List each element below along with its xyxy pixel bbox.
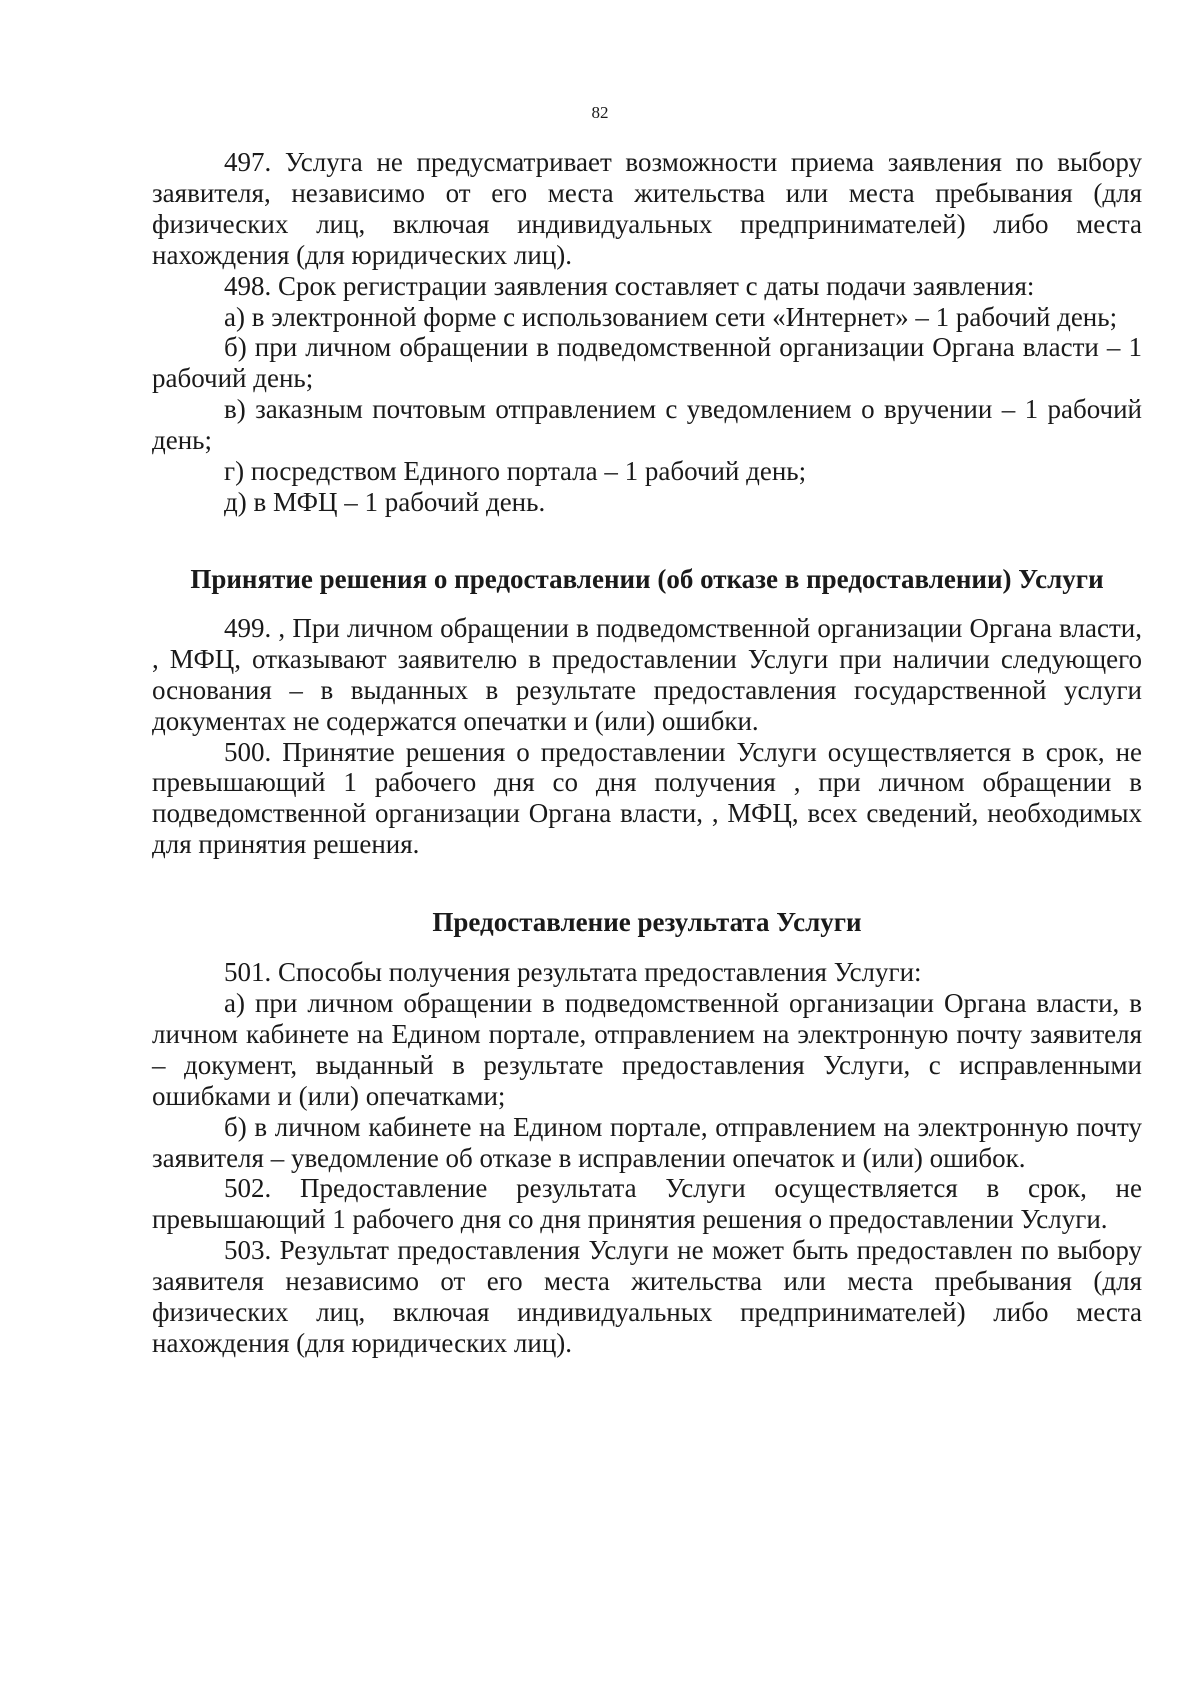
paragraph-497: 497. Услуга не предусматривает возможности приема заявления по выбору заявителя, независимо от его места жительства или места пребывания (для физических лиц, включая индивидуальных предпринимателей) либо места нахождения (для юридических лиц). [152, 147, 1142, 270]
list-item-a: а) в электронной форме с использованием сети «Интернет» – 1 рабочий день; [224, 301, 1118, 332]
section-heading-decision: Принятие решения о предоставлении (об отказе в предоставлении) Услуги [190, 563, 1104, 594]
paragraph-498: 498. Срок регистрации заявления составляет с даты подачи заявления: [224, 270, 1035, 301]
list-item-g: г) посредством Единого портала – 1 рабочий день; [224, 456, 807, 487]
paragraph-502: 502. Предоставление результата Услуги осуществляется в срок, не превышающий 1 рабочего дня со дня принятия решения о предоставлении Услуги. [152, 1173, 1142, 1235]
list-item-b: б) в личном кабинете на Едином портале, отправлением на электронную почту заявителя – уведомление об отказе в исправлении опечаток и (или) ошибок. [152, 1111, 1142, 1173]
paragraph-499: 499. , При личном обращении в подведомственной организации Органа власти, , МФЦ, отказывают заявителю в предоставлении Услуги при наличии следующего основания – в выданных в результате предоставления государственной услуги документах не содержатся опечатки и (или) ошибки. [152, 612, 1142, 736]
page-number: 82 [591, 103, 609, 122]
section-heading-result: Предоставление результата Услуги [432, 907, 862, 938]
document-body [152, 147, 1142, 1359]
paragraph-501: 501. Способы получения результата предоставления Услуги: [224, 957, 922, 988]
section-registration [152, 147, 1142, 518]
list-item-v: в) заказным почтовым отправлением с уведомлением о вручении – 1 рабочий день; [152, 394, 1142, 456]
paragraph-503: 503. Результат предоставления Услуги не может быть предоставлен по выбору заявителя независимо от его места жительства или места пребывания (для физических лиц, включая индивидуальных предпринимателей) либо места нахождения (для юридических лиц). [152, 1235, 1142, 1358]
paragraph-500: 500. Принятие решения о предоставлении Услуги осуществляется в срок, не превышающий 1 рабочего дня со дня получения , при личном обращении в подведомственной организации Органа власти, , МФЦ, всех сведений, необходимых для принятия решения. [152, 736, 1142, 860]
section-result [152, 957, 1142, 1359]
list-item-b: б) при личном обращении в подведомственной организации Органа власти – 1 рабочий день; [152, 332, 1142, 394]
section-decision [152, 613, 1142, 860]
list-item-d: д) в МФЦ – 1 рабочий день. [224, 486, 546, 517]
list-item-a: а) при личном обращении в подведомственной организации Органа власти, в личном кабинете на Едином портале, отправлением на электронную почту заявителя – документ, выданный в результате предоставления Услуги, с исправленными ошибками и (или) опечатками; [152, 988, 1142, 1111]
